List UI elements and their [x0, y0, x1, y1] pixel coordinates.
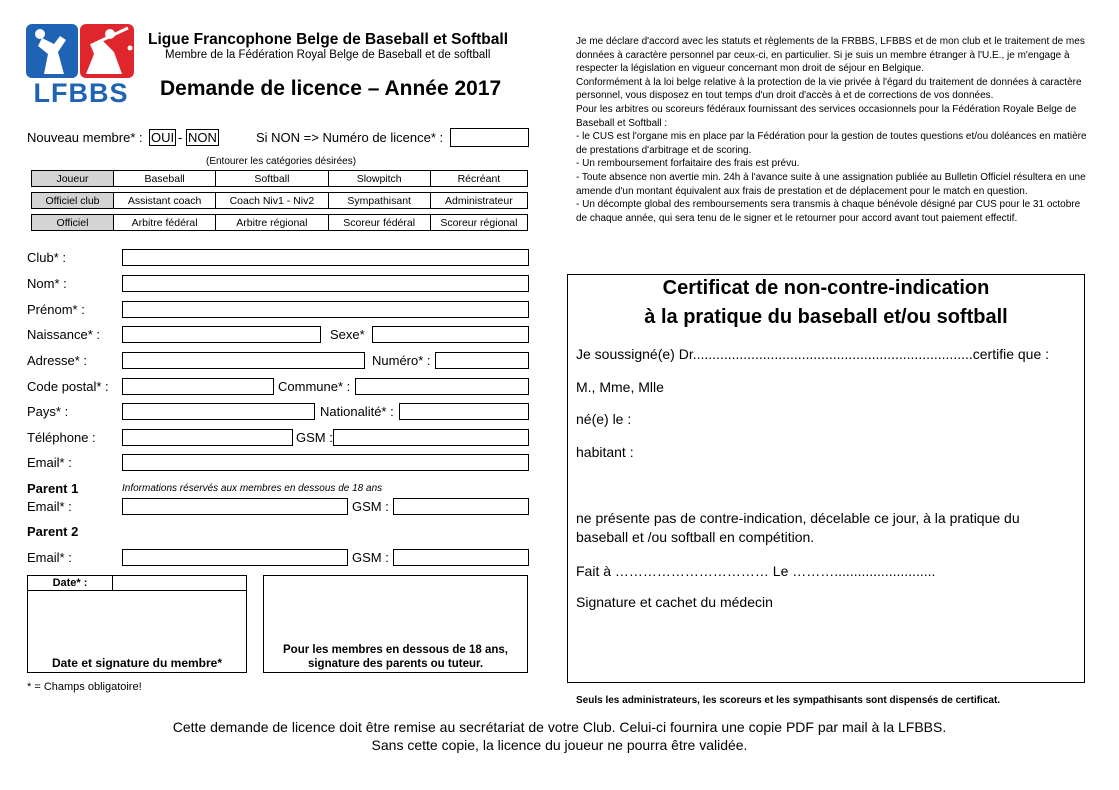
- parent-signature-line2: signature des parents ou tuteur.: [307, 658, 484, 670]
- parent1-email-field[interactable]: [122, 498, 348, 515]
- category-scoreur-regional[interactable]: Scoreur régional: [430, 215, 527, 231]
- licence-number-field[interactable]: [450, 128, 529, 147]
- nom-field[interactable]: [122, 275, 529, 292]
- certificate-name-line: M., Mme, Mlle: [576, 379, 664, 395]
- footer-line2: Sans cette copie, la licence du joueur ne pourra être validée.: [371, 737, 748, 753]
- medical-certificate: [567, 274, 1085, 683]
- declaration-paragraph: - Un remboursement forfaitaire des frais est prévu.: [576, 158, 800, 170]
- certificate-place-date-line: Fait à …………………………… Le ………..........................: [576, 563, 936, 579]
- gsm-field[interactable]: [333, 429, 529, 446]
- licence-number-label: Si NON => Numéro de licence* :: [256, 130, 444, 145]
- category-officiel[interactable]: Officiel: [32, 215, 114, 231]
- parents-info: Informations réservés aux membres en dessous de 18 ans: [122, 483, 383, 494]
- naissance-label: Naissance* :: [27, 327, 100, 342]
- page-title: Demande de licence – Année 2017: [160, 77, 502, 100]
- date-field[interactable]: [113, 576, 246, 591]
- parent-signature-box[interactable]: [263, 575, 528, 673]
- categories-row-3: [31, 214, 528, 231]
- category-assistant-coach[interactable]: Assistant coach: [113, 193, 215, 209]
- declaration-paragraph: - Toute absence non avertie min. 24h à l'avance suite à une assignation publiée au Bulletin Officiel résultera en une amende d'un montant équivalent aux frais de prestation et de déplacement pour le match en question.: [576, 171, 1086, 197]
- member-signature-box[interactable]: [27, 575, 247, 673]
- oui-option[interactable]: OUI: [151, 130, 175, 145]
- club-label: Club* :: [27, 250, 67, 265]
- category-arbitre-federal[interactable]: Arbitre fédéral: [113, 215, 215, 231]
- telephone-field[interactable]: [122, 429, 293, 446]
- sexe-label: Sexe*: [330, 327, 365, 342]
- categories-row-2: [31, 192, 528, 209]
- parent2-gsm-field[interactable]: [393, 549, 529, 566]
- category-scoreur-federal[interactable]: Scoreur fédéral: [328, 215, 430, 231]
- category-coach[interactable]: Coach Niv1 - Niv2: [216, 193, 328, 209]
- non-option[interactable]: NON: [188, 130, 217, 145]
- nationalite-label: Nationalité* :: [320, 404, 394, 419]
- commune-field[interactable]: [355, 378, 529, 395]
- mandatory-note: * = Champs obligatoire!: [27, 681, 142, 693]
- sexe-field[interactable]: [372, 326, 529, 343]
- prenom-field[interactable]: [122, 301, 529, 318]
- parent1-email-label: Email* :: [27, 499, 72, 514]
- org-name: Ligue Francophone Belge de Baseball et Softball: [148, 31, 509, 48]
- certificate-address-line: habitant :: [576, 444, 634, 460]
- parent1-heading: Parent 1: [27, 481, 79, 496]
- certificate-title-line2: à la pratique du baseball et/ou softball: [644, 306, 1008, 328]
- code-postal-label: Code postal* :: [27, 379, 109, 394]
- parent2-email-field[interactable]: [122, 549, 348, 566]
- adresse-label: Adresse* :: [27, 353, 87, 368]
- pays-label: Pays* :: [27, 404, 69, 419]
- parent1-gsm-field[interactable]: [393, 498, 529, 515]
- lfbbs-logo: [24, 24, 138, 108]
- nom-label: Nom* :: [27, 276, 67, 291]
- prenom-label: Prénom* :: [27, 302, 85, 317]
- declaration-paragraph: - le CUS est l'organe mis en place par la Fédération pour la gestion de toutes questions et/ou doléances en matière de prestations d'arbitrage et de scoring.: [576, 131, 1087, 156]
- telephone-label: Téléphone :: [27, 430, 96, 445]
- category-arbitre-regional[interactable]: Arbitre régional: [216, 215, 328, 231]
- category-baseball[interactable]: Baseball: [113, 171, 215, 187]
- member-signature-label: Date et signature du membre*: [51, 656, 223, 670]
- adresse-field[interactable]: [122, 352, 365, 369]
- club-field[interactable]: [122, 249, 529, 266]
- certificate-signature-line: Signature et cachet du médecin: [576, 594, 773, 610]
- category-administrateur[interactable]: Administrateur: [430, 193, 527, 209]
- email-label: Email* :: [27, 455, 72, 470]
- categories-row-1: [31, 170, 528, 187]
- category-sympathisant[interactable]: Sympathisant: [328, 193, 430, 209]
- gsm-label: GSM :: [296, 430, 333, 445]
- commune-label: Commune* :: [278, 379, 351, 394]
- certificate-title-line1: Certificat de non-contre-indication: [662, 277, 990, 299]
- certificate-doctor-line: Je soussigné(e) Dr........................................................................certifie que :: [576, 346, 1050, 362]
- federation-membership: Membre de la Fédération Royal Belge de Baseball et de softball: [165, 49, 491, 61]
- parent2-gsm-label: GSM :: [352, 550, 389, 565]
- date-label: Date* :: [28, 576, 113, 591]
- certificate-birth-line: né(e) le :: [576, 411, 632, 427]
- category-recreant[interactable]: Récréant: [430, 171, 527, 187]
- pays-field[interactable]: [122, 403, 315, 420]
- category-joueur[interactable]: Joueur: [32, 171, 114, 187]
- parent1-gsm-label: GSM :: [352, 499, 389, 514]
- declaration-text: [576, 35, 1088, 225]
- declaration-paragraph: Je me déclare d'accord avec les statuts et règlements de la FRBBS, LFBBS et de mon club et le traitement de mes données à caractère personnel par ceux-ci, en particulier. Si je suis un membre étranger à l'U.E., je m'engage à respecter la législation en vigueur concernant mon droit de séjour en Belgique.: [576, 36, 1085, 75]
- certificate-exemption-note: Seuls les administrateurs, les scoreurs et les sympathisants sont dispensés de certificat.: [576, 695, 1001, 706]
- option-separator: -: [178, 130, 183, 145]
- category-officiel-club[interactable]: Officiel club: [32, 193, 114, 209]
- parent-signature-line1: Pour les membres en dessous de 18 ans,: [283, 644, 508, 656]
- email-field[interactable]: [122, 454, 529, 471]
- new-member-label: Nouveau membre* :: [27, 130, 143, 145]
- numero-label: Numéro* :: [372, 353, 431, 368]
- category-softball[interactable]: Softball: [216, 171, 328, 187]
- parent2-heading: Parent 2: [27, 524, 79, 539]
- numero-field[interactable]: [435, 352, 529, 369]
- logo-text: LFBBS: [33, 78, 129, 108]
- footer-line1: Cette demande de licence doit être remise au secrétariat de votre Club. Celui-ci fournira une copie PDF par mail à la LFBBS.: [172, 719, 947, 735]
- nationalite-field[interactable]: [399, 403, 529, 420]
- declaration-paragraph: Conformément à la loi belge relative à la protection de la vie privée à l'égard du traitement de données à caractère personnel, vous disposez en tout temps d'un droit d'accès à et de corrections de vos données.: [576, 76, 1082, 102]
- categories-hint: (Entourer les catégories désirées): [206, 156, 357, 167]
- parent2-email-label: Email* :: [27, 550, 72, 565]
- naissance-field[interactable]: [122, 326, 321, 343]
- code-postal-field[interactable]: [122, 378, 274, 395]
- declaration-paragraph: Pour les arbitres ou scoreurs fédéraux fournissant des services occasionnels pour la Fédération Royale Belge de Baseball et Softball :: [576, 103, 1077, 129]
- certificate-statement-line2: baseball et /ou softball en compétition.: [576, 529, 815, 545]
- category-slowpitch[interactable]: Slowpitch: [328, 171, 430, 187]
- certificate-statement-line1: ne présente pas de contre-indication, décelable ce jour, à la pratique du: [576, 510, 1020, 526]
- declaration-paragraph: - Un décompte global des remboursements sera transmis à chaque bénévole désigné par CUS pour le 31 octobre de chaque année, qui sera tenu de le signer et le retourner pour accord avant tout paiement effectif.: [576, 199, 1081, 224]
